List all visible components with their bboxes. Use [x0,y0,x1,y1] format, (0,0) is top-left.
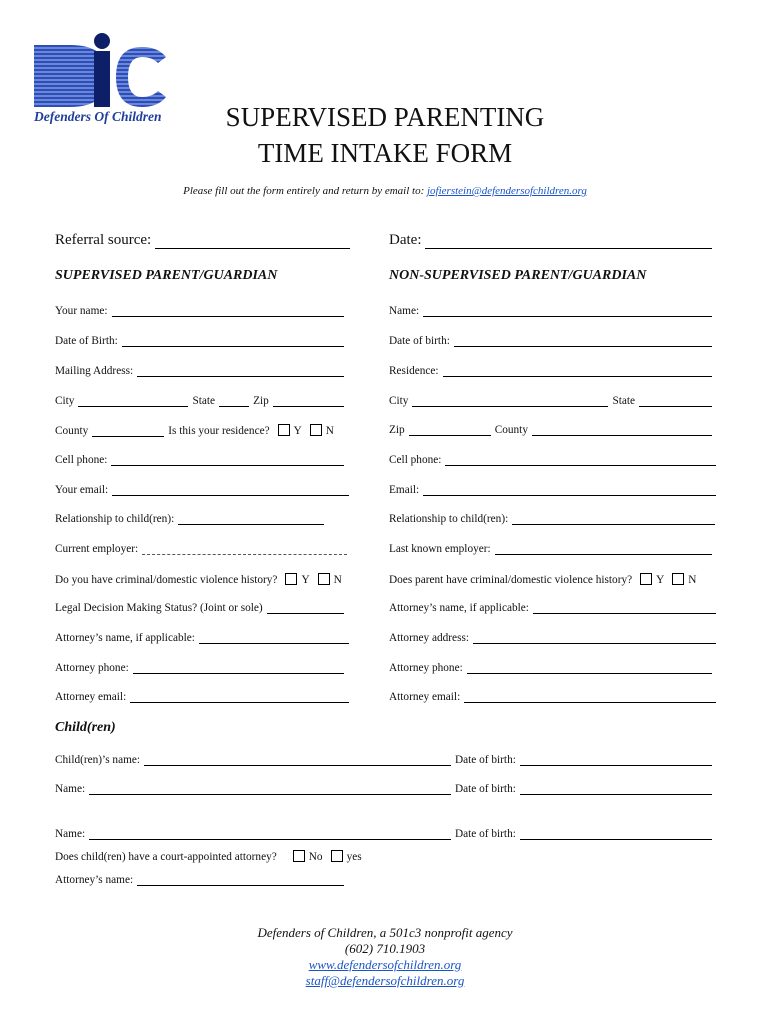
child1-name-row [55,754,451,766]
employer-label: Current employer: [55,543,139,555]
ns-attorney-phone-label: Attorney phone: [389,662,463,674]
form-title-line2: TIME INTAKE FORM [257,138,513,168]
ns-criminal-no-checkbox[interactable] [672,573,684,585]
ns-email-row [389,484,716,496]
attorney-email-row [55,691,349,703]
email-field[interactable] [112,494,349,496]
child2-name-row [55,783,451,795]
city-label: City [55,395,75,407]
children-heading: Child(ren) [55,720,116,735]
child1-name-label: Child(ren)’s name: [55,754,141,766]
ns-attorney-name-row [389,602,716,614]
ns-name-label: Name: [389,305,420,317]
ns-relationship-field[interactable] [512,523,715,525]
state-label: State [192,395,216,407]
relationship-row [55,513,324,525]
state-field[interactable] [219,405,249,407]
child3-name-row [55,828,451,840]
ns-dob-row [389,335,712,347]
mailing-address-label: Mailing Address: [55,365,134,377]
zip-field[interactable] [273,405,344,407]
attorney-phone-field[interactable] [133,672,344,674]
ns-criminal-no-label: N [688,574,697,586]
your-name-row [55,305,344,317]
county-row [55,424,355,437]
ns-state-label: State [612,395,636,407]
employer-field[interactable] [142,553,347,555]
ns-attorney-address-row [389,632,716,644]
footer-phone: (602) 710.1903 [344,941,426,956]
footer-agency: Defenders of Children, a 501c3 nonprofit agency [257,925,513,940]
instructions-text: Please fill out the form entirely and return by email to: [183,185,425,197]
ns-employer-row [389,543,712,555]
date-row [389,232,712,249]
relationship-label: Relationship to child(ren): [55,513,175,525]
child-attorney-name-row [55,874,344,886]
ns-attorney-email-row [389,691,716,703]
criminal-no-checkbox[interactable] [318,573,330,585]
child3-dob-label: Date of birth: [455,828,516,840]
mailing-address-field[interactable] [137,375,344,377]
child3-name-label: Name: [55,828,86,840]
ns-criminal-history-question: Does parent have criminal/domestic violence history? [389,574,633,586]
ns-cell-row [389,454,716,466]
your-name-field[interactable] [112,315,344,317]
ns-attorney-address-label: Attorney address: [389,632,469,644]
dob-label: Date of Birth: [55,335,118,347]
residence-yes-checkbox[interactable] [278,424,290,436]
attorney-phone-row [55,662,344,674]
legal-decision-field[interactable] [267,612,344,614]
email-label: Your email: [55,484,109,496]
residence-yes-label: Y [293,425,302,437]
email-row [55,484,349,496]
date-label: Date: [389,232,422,248]
child1-dob-row [455,754,712,766]
child3-dob-row [455,828,712,840]
ns-county-field[interactable] [532,434,712,436]
ns-relationship-label: Relationship to child(ren): [389,513,509,525]
ns-city-state-row [389,395,712,407]
child-attorney-name-field[interactable] [137,884,344,886]
ns-email-field[interactable] [423,494,716,496]
ns-attorney-phone-row [389,662,712,674]
criminal-yes-label: Y [301,574,310,586]
your-name-label: Your name: [55,305,108,317]
attorney-name-row [55,632,349,644]
child1-name-field[interactable] [144,764,451,766]
ns-cell-label: Cell phone: [389,454,442,466]
court-attorney-no-label: No [308,851,323,863]
ns-attorney-address-field[interactable] [473,642,716,644]
attorney-phone-label: Attorney phone: [55,662,129,674]
court-attorney-yes-checkbox[interactable] [331,850,343,862]
legal-decision-label: Legal Decision Making Status? (Joint or sole) [55,602,263,614]
ns-employer-label: Last known employer: [389,543,491,555]
ns-county-label: County [494,424,528,436]
dob-row [55,335,344,347]
logo-graphic [30,33,170,111]
instructions-email-link[interactable]: jofierstein@defendersofchildren.org [426,185,587,197]
dob-field[interactable] [122,345,344,347]
child2-name-label: Name: [55,783,86,795]
relationship-field[interactable] [178,523,324,525]
supervised-heading: SUPERVISED PARENT/GUARDIAN [55,268,278,283]
court-attorney-yes-label: yes [346,851,362,863]
ns-zip-county-row [389,424,712,436]
ns-state-field[interactable] [639,405,712,407]
criminal-no-label: N [333,574,342,586]
city-field[interactable] [78,405,188,407]
mailing-address-row [55,365,344,377]
footer-website-row [0,957,770,973]
county-field[interactable] [92,435,164,437]
ns-city-field[interactable] [412,405,608,407]
nonsupervised-heading: NON-SUPERVISED PARENT/GUARDIAN [389,268,647,283]
ns-residence-label: Residence: [389,365,439,377]
cell-phone-field[interactable] [111,464,344,466]
court-attorney-no-checkbox[interactable] [293,850,305,862]
child-attorney-name-label: Attorney’s name: [55,874,134,886]
ns-criminal-history-row [389,573,729,586]
referral-source-row [55,232,350,249]
date-field[interactable] [425,247,712,249]
form-title-line1: SUPERVISED PARENTING [225,102,545,132]
ns-attorney-phone-field[interactable] [467,672,712,674]
criminal-history-row [55,573,375,586]
ns-attorney-email-field[interactable] [464,701,716,703]
residence-question: Is this your residence? [168,425,270,437]
ns-employer-field[interactable] [495,553,712,555]
referral-source-label: Referral source: [55,232,152,248]
ns-attorney-name-label: Attorney’s name, if applicable: [389,602,529,614]
child3-dob-field[interactable] [520,838,712,840]
ns-attorney-email-label: Attorney email: [389,691,461,703]
footer-email-link[interactable]: staff@defendersofchildren.org [305,973,465,988]
ns-dob-label: Date of birth: [389,335,450,347]
footer-email-row [0,973,770,989]
ns-attorney-name-field[interactable] [533,612,716,614]
ns-residence-field[interactable] [443,375,712,377]
cell-phone-label: Cell phone: [55,454,108,466]
ns-zip-label: Zip [389,424,405,436]
residence-no-label: N [325,425,334,437]
ns-zip-field[interactable] [409,434,491,436]
criminal-history-question: Do you have criminal/domestic violence history? [55,574,278,586]
attorney-email-label: Attorney email: [55,691,127,703]
ns-relationship-row [389,513,715,525]
logo-brand-text: Defenders Of Children [34,109,162,124]
ns-name-row [389,305,712,317]
instructions [0,185,770,197]
child2-name-field[interactable] [89,793,451,795]
legal-decision-row [55,602,344,614]
ns-cell-field[interactable] [445,464,716,466]
court-attorney-question: Does child(ren) have a court-appointed attorney? [55,851,277,863]
ns-residence-row [389,365,712,377]
ns-city-label: City [389,395,409,407]
child2-dob-field[interactable] [520,793,712,795]
cell-phone-row [55,454,344,466]
child2-dob-label: Date of birth: [455,783,516,795]
child2-dob-row [455,783,712,795]
zip-label: Zip [253,395,269,407]
city-state-zip-row [55,395,344,407]
footer-website-link[interactable]: www.defendersofchildren.org [308,957,462,972]
attorney-name-field[interactable] [199,642,349,644]
referral-source-field[interactable] [155,247,350,249]
ns-name-field[interactable] [423,315,712,317]
county-label: County [55,425,89,437]
ns-email-label: Email: [389,484,420,496]
ns-criminal-yes-checkbox[interactable] [640,573,652,585]
child3-name-field[interactable] [89,838,451,840]
attorney-name-label: Attorney’s name, if applicable: [55,632,195,644]
attorney-email-field[interactable] [130,701,349,703]
ns-dob-field[interactable] [454,345,712,347]
criminal-yes-checkbox[interactable] [285,573,297,585]
child1-dob-field[interactable] [520,764,712,766]
court-attorney-row [55,850,415,863]
child1-dob-label: Date of birth: [455,754,516,766]
residence-no-checkbox[interactable] [310,424,322,436]
ns-criminal-yes-label: Y [656,574,665,586]
employer-row [55,543,347,555]
